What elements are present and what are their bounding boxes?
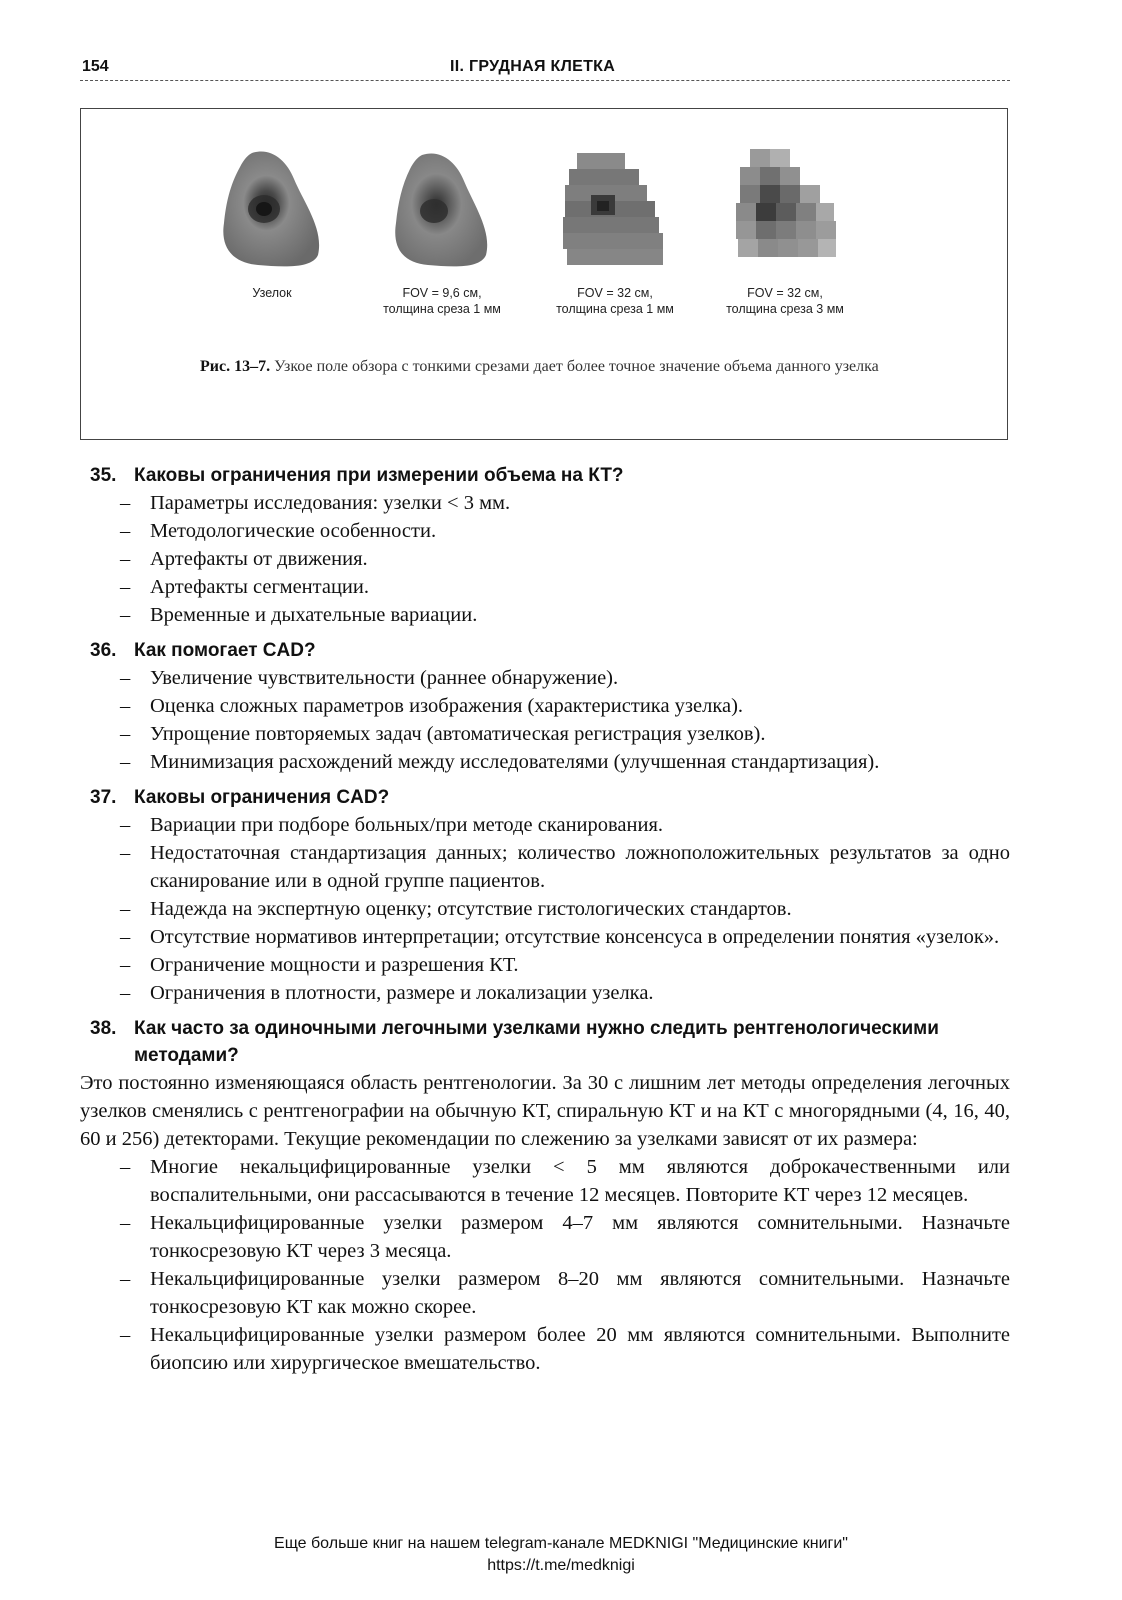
list-item: – Ограничение мощности и разрешения КТ.: [120, 954, 519, 976]
list-item: – Методологические особенности.: [120, 520, 437, 542]
page-header: [80, 56, 1010, 80]
question-title: Каковы ограничения при измерении объема на КТ?: [134, 465, 624, 486]
question-35: 35. Каковы ограничения при измерении объема на КТ?: [90, 465, 624, 486]
section-title: II. ГРУДНАЯ КЛЕТКА: [450, 58, 616, 75]
list-item: – Артефакты от движения.: [120, 548, 368, 570]
list-item: – Временные и дыхательные вариации.: [120, 604, 478, 626]
list-item: – Вариации при подборе больных/при методе сканирования.: [120, 814, 664, 836]
answer-list-35: [80, 489, 1010, 629]
figure-caption: [200, 356, 900, 378]
figure-caption-label: Рис. 13–7.: [200, 358, 271, 375]
panel-label-1: Узелок: [252, 286, 292, 300]
answer-list-36: [80, 664, 1010, 776]
list-item: – Ограничения в плотности, размере и локализации узелка.: [120, 982, 654, 1004]
list-item: – Оценка сложных параметров изображения (характеристика узелка).: [120, 695, 744, 717]
list-item: – Некальцифицированные узелки размером 4–7 мм являются сомнительными. Назначьте тонкосрезовую КТ через 3 месяца.: [120, 1212, 1010, 1262]
footer-link[interactable]: https://t.me/medknigi: [487, 1557, 635, 1574]
answer-list-38: [80, 1153, 1010, 1377]
question-37: 37. Каковы ограничения CAD?: [90, 787, 390, 808]
question-title: Как помогает CAD?: [134, 640, 316, 661]
list-item: – Надежда на экспертную оценку; отсутствие гистологических стандартов.: [120, 898, 792, 920]
question-title: Каковы ограничения CAD?: [134, 787, 390, 808]
figure-caption-text: Узкое поле обзора с тонкими срезами дает более точное значение объема данного узелка: [270, 358, 879, 375]
list-item: – Отсутствие нормативов интерпретации; отсутствие консенсуса в определении понятия «узелок».: [120, 926, 1000, 948]
nodule-image-fov-32-1mm: [555, 145, 675, 275]
page-number: 154: [82, 58, 109, 75]
page-footer: [0, 1533, 1122, 1577]
list-item: – Минимизация расхождений между исследователями (улучшенная стандартизация).: [120, 751, 880, 773]
list-item: – Многие некальцифицированные узелки < 5 мм являются доброкачественными или воспалительными, они рассасываются в течение 12 месяцев. Повторите КТ через 12 месяцев.: [120, 1156, 1010, 1206]
nodule-image-fov-32-3mm: [728, 145, 848, 275]
main-content: [80, 462, 1010, 1377]
header-divider: [80, 80, 1010, 81]
answer-paragraph-38: Это постоянно изменяющаяся область рентгенологии. За 30 с лишним лет методы определения легочных узелков сменялись с рентгенографии на обычную КТ, спиральную КТ и на КТ с многорядными (4, 16, 40, 60 и 256) детекторами. Текущие рекомендации по слежению за узелками зависят от их размера:: [80, 1072, 1010, 1150]
panel-label-4: FOV = 32 см, толщина среза 3 мм: [726, 286, 844, 316]
panel-label-2: FOV = 9,6 см, толщина среза 1 мм: [383, 286, 501, 316]
list-item: – Артефакты сегментации.: [120, 576, 369, 598]
nodule-image-original: [212, 145, 332, 275]
panel-label-3: FOV = 32 см, толщина среза 1 мм: [556, 286, 674, 316]
list-item: – Упрощение повторяемых задач (автоматическая регистрация узелков).: [120, 723, 766, 745]
list-item: – Недостаточная стандартизация данных; количество ложноположительных результатов за одно сканирование или в одной группе пациентов.: [120, 842, 1010, 892]
answer-list-37: [80, 811, 1010, 1007]
question-title: Как часто за одиночными легочными узелками нужно следить рентгенологическими методами?: [134, 1018, 939, 1066]
question-36: 36. Как помогает CAD?: [90, 640, 316, 661]
nodule-image-fov-9-6: [382, 145, 502, 275]
list-item: – Параметры исследования: узелки < 3 мм.: [120, 492, 511, 514]
list-item: – Некальцифицированные узелки размером более 20 мм являются сомнительными. Выполните биопсию или хирургическое вмешательство.: [120, 1324, 1010, 1374]
list-item: – Некальцифицированные узелки размером 8–20 мм являются сомнительными. Назначьте тонкосрезовую КТ как можно скорее.: [120, 1268, 1010, 1318]
list-item: – Увеличение чувствительности (раннее обнаружение).: [120, 667, 619, 689]
question-38: 38. Как часто за одиночными легочными узелками нужно следить рентгенологическими методами?: [90, 1018, 939, 1066]
footer-promo-text: Еще больше книг на нашем telegram-канале MEDKNIGI "Медицинские книги": [274, 1535, 848, 1552]
